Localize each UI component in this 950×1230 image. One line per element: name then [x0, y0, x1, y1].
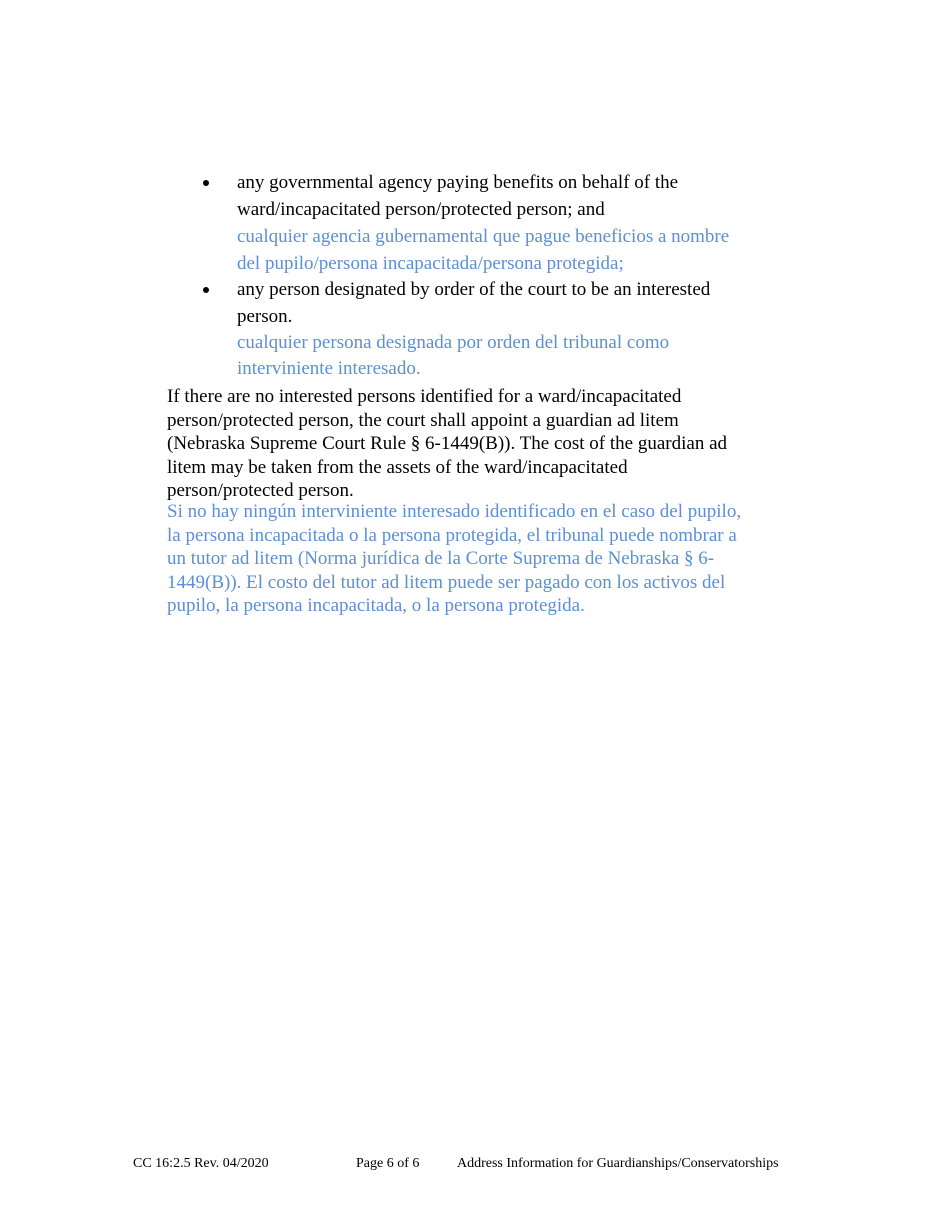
paragraph-line: person/protected person, the court shall appoint a guardian ad litem [167, 409, 679, 431]
bullet-text-es: cualquier persona designada por orden del tribunal como [237, 332, 670, 353]
paragraph-line: (Nebraska Supreme Court Rule § 6-1449(B)). The cost of the guardian ad [167, 433, 727, 455]
paragraph-line: pupilo, la persona incapacitada, o la persona protegida. [167, 595, 585, 617]
bullet-text-es: interviniente interesado. [237, 358, 421, 379]
bullet-text-es: del pupilo/persona incapacitada/persona protegida; [237, 253, 624, 274]
paragraph-line: 1449(B)). El costo del tutor ad litem puede ser pagado con los activos del [167, 571, 726, 593]
bullet-text-en: any governmental agency paying benefits on behalf of the [237, 172, 679, 193]
paragraph-line: person/protected person. [167, 480, 354, 502]
bullet-icon [203, 180, 209, 186]
bullet-text-es: cualquier agencia gubernamental que pague beneficios a nombre [237, 226, 730, 247]
paragraph-en [167, 385, 807, 503]
footer-title: Address Information for Guardianships/Conservatorships [457, 1156, 779, 1171]
paragraph-line: Si no hay ningún interviniente interesado identificado en el caso del pupilo, [167, 501, 742, 522]
footer-form-id: CC 16:2.5 Rev. 04/2020 [133, 1156, 269, 1171]
bullet-text-en: ward/incapacitated person/protected person; and [237, 199, 605, 220]
footer-page-number: Page 6 of 6 [356, 1156, 420, 1171]
paragraph-line: la persona incapacitada o la persona protegida, el tribunal puede nombrar a [167, 524, 737, 546]
bullet-text-en: person. [237, 306, 293, 327]
bullet-icon [203, 287, 209, 293]
paragraph-es [167, 500, 807, 618]
paragraph-line: un tutor ad litem (Norma jurídica de la Corte Suprema de Nebraska § 6- [167, 548, 715, 570]
paragraph-line: If there are no interested persons identified for a ward/incapacitated [167, 386, 682, 407]
paragraph-line: litem may be taken from the assets of the ward/incapacitated [167, 456, 628, 478]
bullet-text-en: any person designated by order of the court to be an interested [237, 279, 711, 300]
